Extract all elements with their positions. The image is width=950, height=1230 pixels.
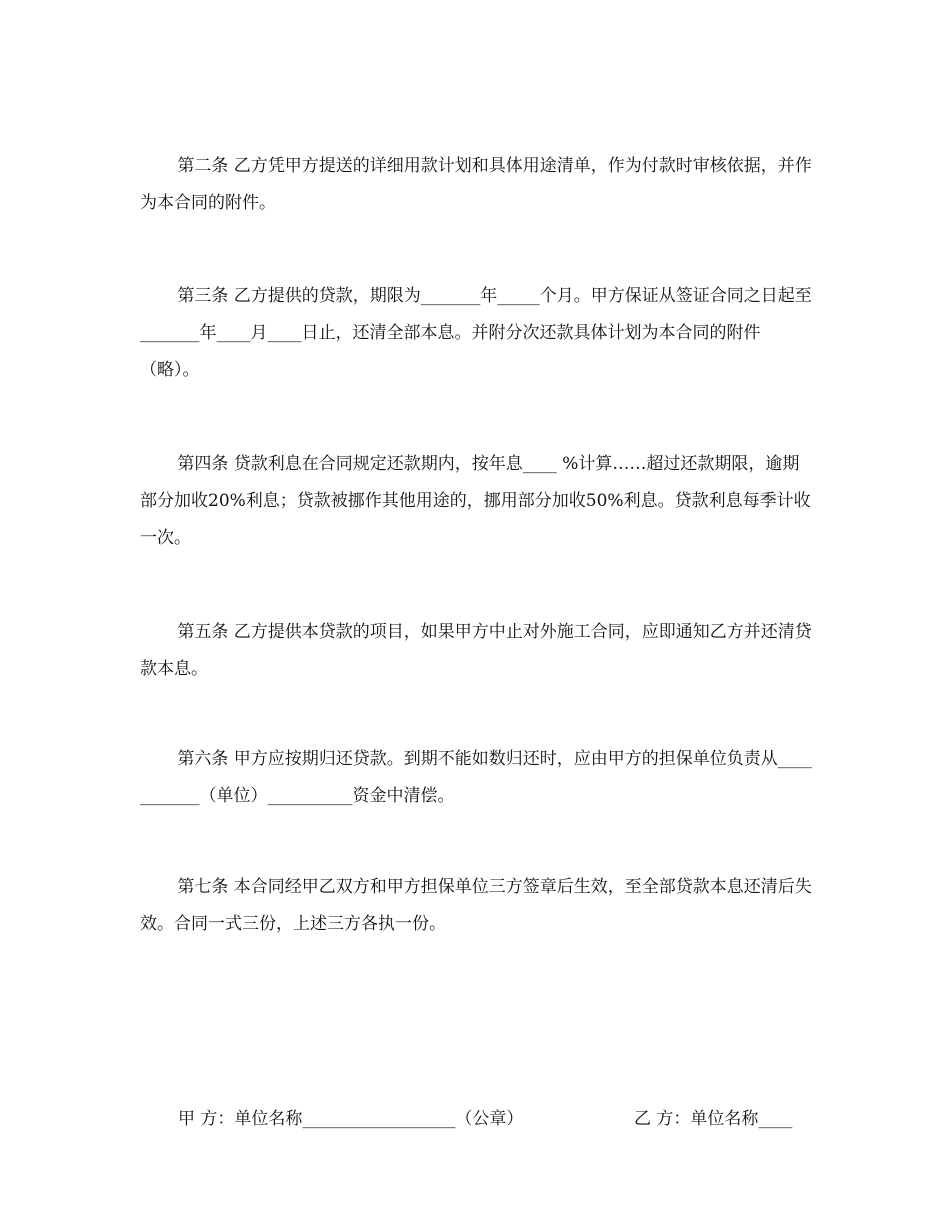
party-a-signature-line: 甲 方：单位名称__________________（公章） — [178, 1109, 524, 1129]
article-4: 第四条 贷款利息在合同规定还款期内，按年息____ %计算……超过还款期限，逾期部分加收20%利息；贷款被挪作其他用途的，挪用部分加收50%利息。贷款利息每季计收一次。 — [140, 454, 811, 548]
article-2: 第二条 乙方凭甲方提送的详细用款计划和具体用途清单，作为付款时审核依据，并作为本合同的附件。 — [140, 156, 812, 213]
article-7: 第七条 本合同经甲乙双方和甲方担保单位三方签章后生效，至全部贷款本息还清后失效。合同一式三份，上述三方各执一份。 — [140, 877, 812, 934]
article-3: 第三条 乙方提供的贷款，期限为_______年_____个月。甲方保证从签证合同之日起至_______年____月____日止，还清全部本息。并附分次还款具体计划为本合同的附件（略）。 — [140, 286, 812, 380]
article-6: 第六条 甲方应按期归还贷款。到期不能如数归还时，应由甲方的担保单位负责从___________（单位）__________资金中清偿。 — [140, 749, 812, 806]
party-b-signature-line: 乙 方：单位名称____ — [634, 1109, 793, 1129]
article-5: 第五条 乙方提供本贷款的项目，如果甲方中止对外施工合同，应即通知乙方并还清贷款本息。 — [140, 622, 812, 679]
